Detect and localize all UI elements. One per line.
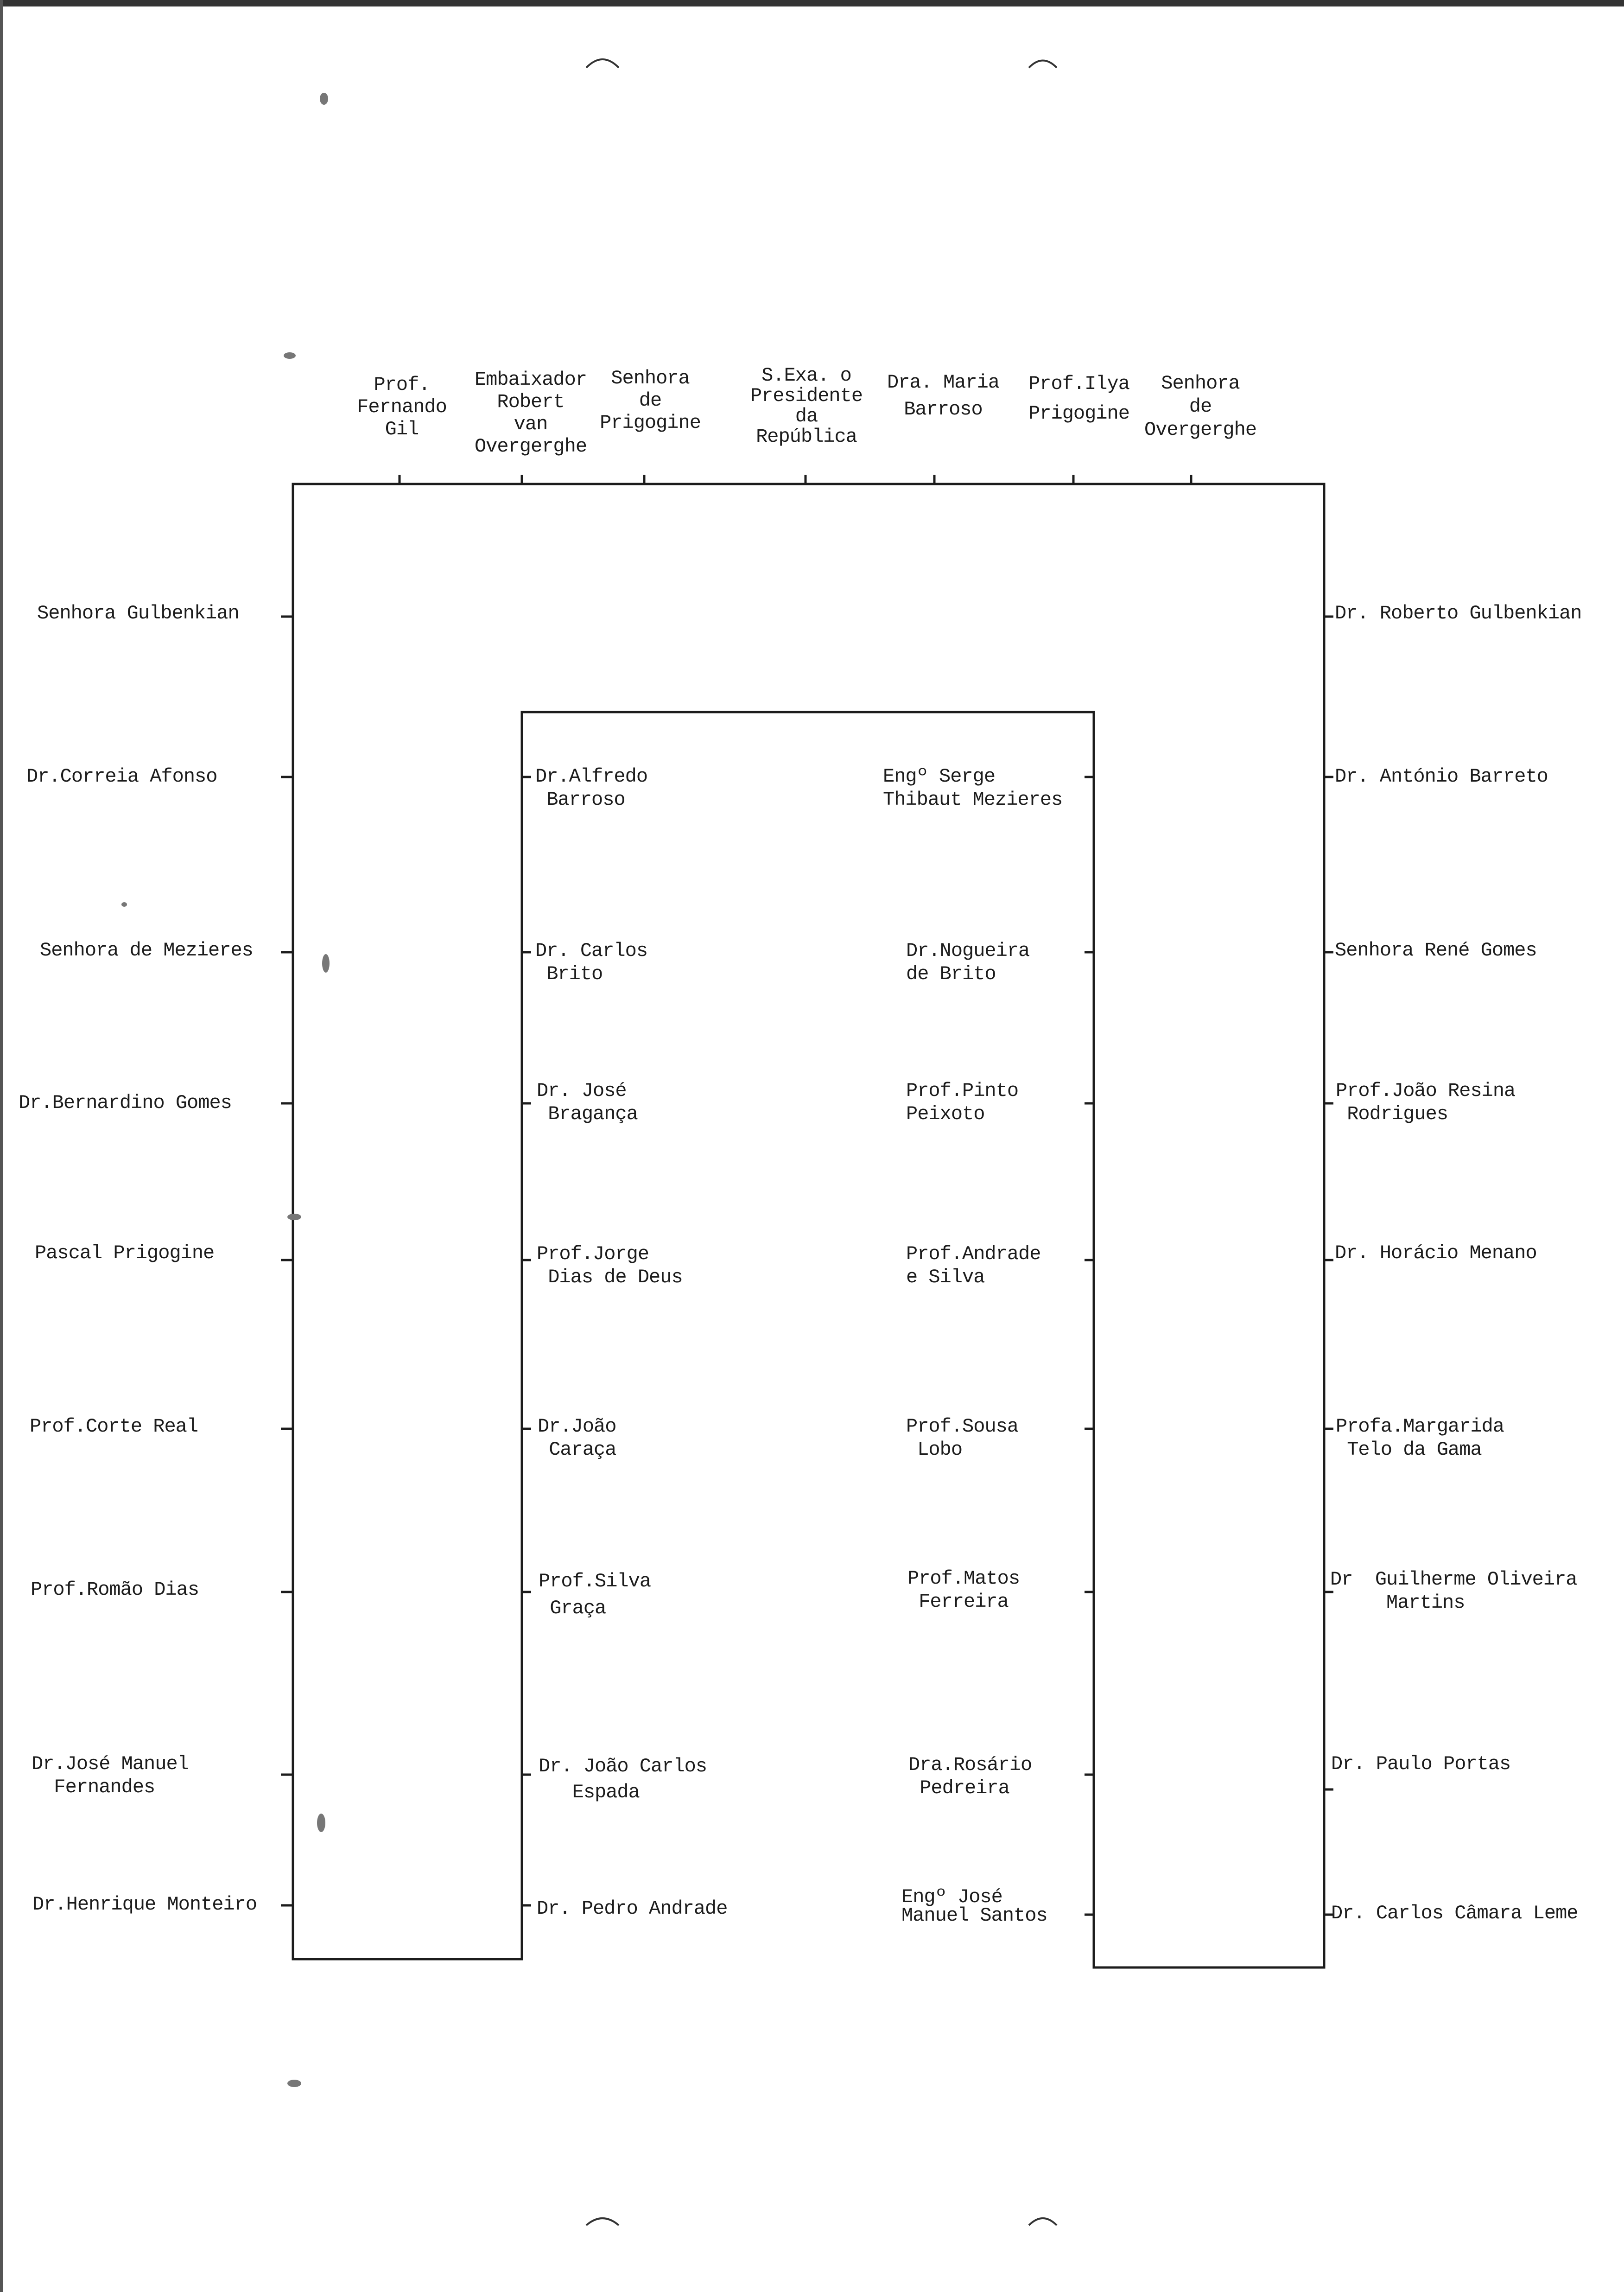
left-outer-seat-6: Prof.Corte Real [30,1415,198,1438]
right-outer-seat-7: Dr Guilherme Oliveira Martins [1330,1568,1577,1614]
left-inner-seat-7: Dr. João Carlos Espada [539,1755,707,1803]
left-inner-seat-6: Prof.Silva Graça [539,1570,651,1619]
seat-ticks [281,475,1333,1915]
left-outer-seat-4: Dr.Bernardino Gomes [19,1092,232,1114]
table-outline-path [293,484,1324,1967]
left-inner-seat-2: Dr. Carlos Brito [535,940,648,985]
right-outer-seat-9: Dr. Carlos Câmara Leme [1331,1902,1578,1924]
scan-speck [287,1214,301,1220]
top-seat-5: Dra. Maria Barroso [887,371,1000,420]
punch-mark-icon [586,59,619,68]
left-outer-seat-2: Dr.Correia Afonso [26,765,217,788]
left-outer-seat-3: Senhora de Mezieres [40,939,253,961]
left-inner-seat-3: Dr. José Bragança [537,1080,638,1125]
right-inner-seat-7: Dra.Rosário Pedreira [908,1754,1032,1799]
left-inner-seat-8: Dr. Pedro Andrade [537,1897,728,1920]
punch-mark-icon [586,2218,619,2225]
left-inner-seat-4: Prof.Jorge Dias de Deus [537,1243,683,1288]
right-outer-seat-6: Profa.Margarida Telo da Gama [1336,1415,1504,1461]
scan-speck [317,1814,325,1832]
right-outer-seat-1: Dr. Roberto Gulbenkian [1335,602,1582,624]
top-seat-2: Embaixador Robert van Overgerghe [474,369,587,458]
top-seat-7: Senhora de Overgerghe [1144,372,1257,441]
right-outer-seat-2: Dr. António Barreto [1335,765,1548,788]
scan-speck [287,2080,301,2087]
left-outer-seat-8: Dr.José Manuel Fernandes [32,1753,189,1798]
right-inner-seat-5: Prof.Sousa Lobo [906,1415,1019,1461]
scan-speck [121,902,127,907]
right-inner-seat-3: Prof.Pinto Peixoto [906,1080,1019,1125]
top-seat-1: Prof. Fernando Gil [357,374,447,440]
left-inner-seat-1: Dr.Alfredo Barroso [535,765,648,811]
top-seat-3: Senhora de Prigogine [600,367,701,434]
left-outer-seat-5: Pascal Prigogine [35,1242,215,1264]
left-inner-seat-5: Dr.João Caraça [538,1415,616,1461]
right-inner-seat-6: Prof.Matos Ferreira [907,1567,1020,1613]
right-inner-seat-8: Engº José Manuel Santos [901,1886,1047,1927]
right-outer-seat-4: Prof.João Resina Rodrigues [1336,1080,1516,1125]
right-outer-seat-5: Dr. Horácio Menano [1335,1242,1537,1264]
punch-mark-icon [1029,2218,1057,2225]
left-outer-seat-7: Prof.Romão Dias [31,1579,199,1601]
right-inner-seat-1: Engº Serge Thibaut Mezieres [883,765,1063,811]
scan-speck [284,352,296,359]
scan-speck [322,954,330,973]
right-inner-seat-4: Prof.Andrade e Silva [906,1243,1041,1288]
right-inner-seat-2: Dr.Nogueira de Brito [906,940,1030,985]
top-seat-6: Prof.Ilya Prigogine [1028,373,1129,425]
left-outer-seat-1: Senhora Gulbenkian [37,602,239,624]
top-seat-4: S.Exa. o Presidente da República [750,364,863,448]
left-outer-seat-9: Dr.Henrique Monteiro [32,1893,257,1916]
punch-mark-icon [1029,61,1057,68]
scan-speck [320,93,328,105]
right-outer-seat-3: Senhora René Gomes [1335,939,1537,961]
right-outer-seat-8: Dr. Paulo Portas [1331,1753,1511,1775]
